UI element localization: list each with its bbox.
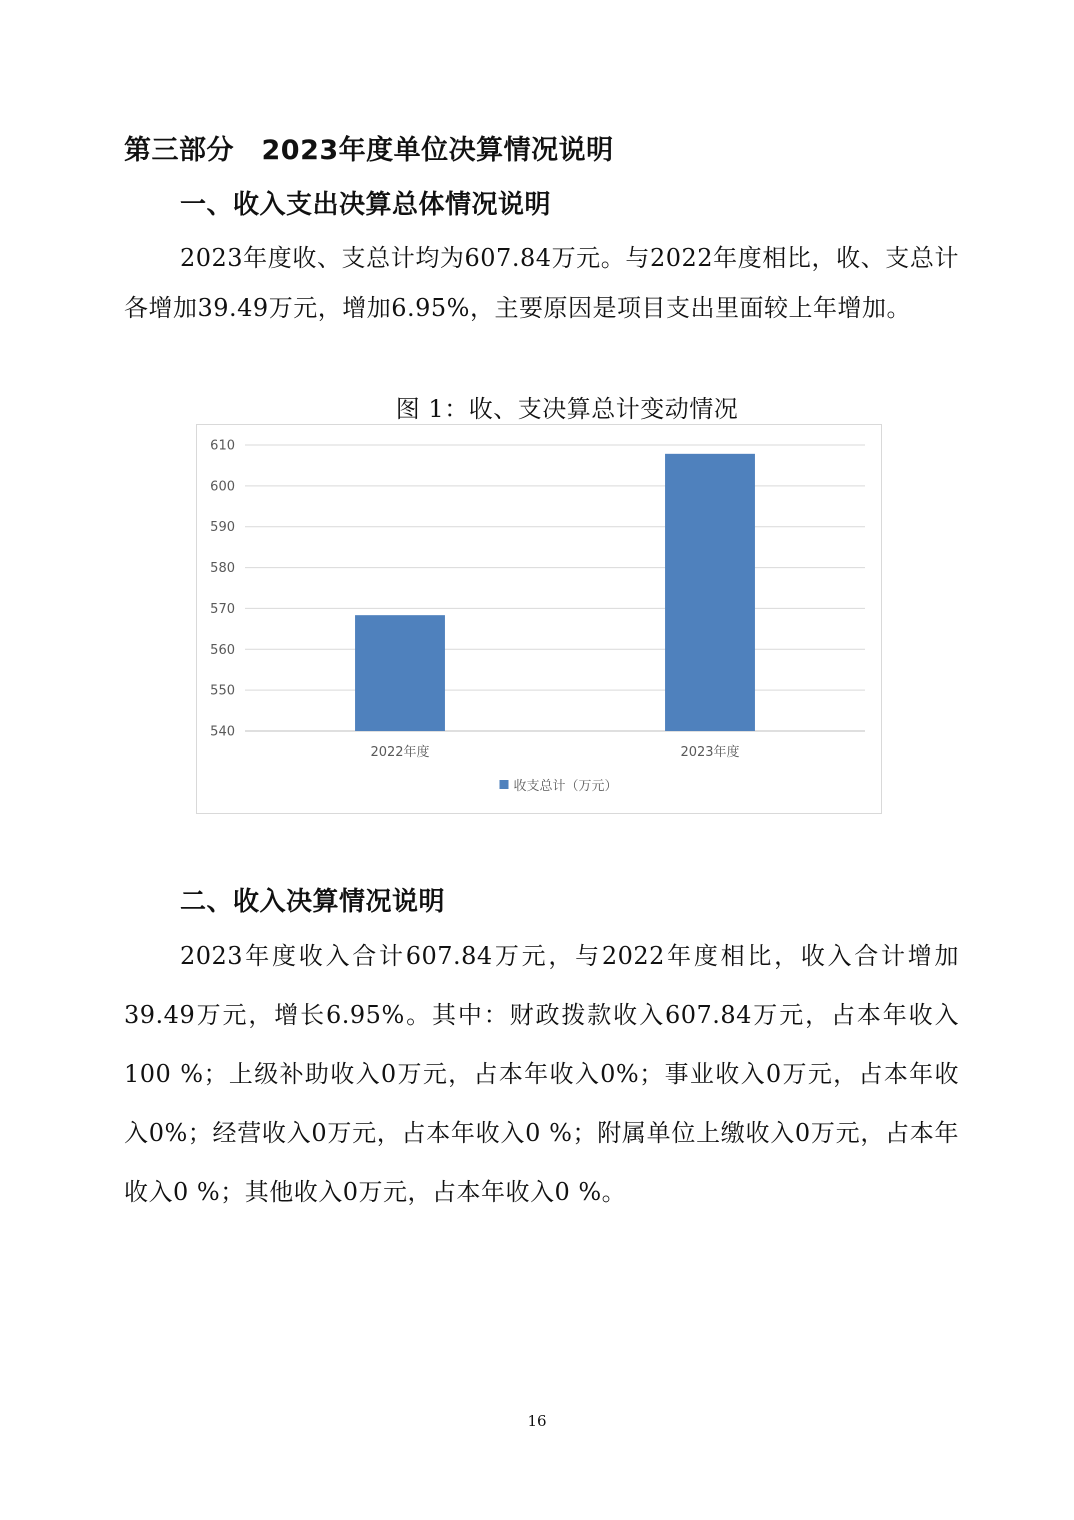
y-tick-label: 540 <box>210 724 235 740</box>
section-2-paragraph: 2023年度收入合计607.84万元，与2022年度相比，收入合计增加39.49万元，增长6.95%。其中：财政拨款收入607.84万元，占本年收入100 %；上级补助收入0万元，占本年收入0%；事业收入0万元，占本年收入0%；经营收入0万元，占本年收入0 %；附属单位上缴收入0万元，占本年收入0 %；其他收入0万元，占本年收入0 %。 <box>124 942 959 1206</box>
section-1-title: 一、收入支出决算总体情况说明 <box>180 190 552 220</box>
section-2-title: 二、收入决算情况说明 <box>180 887 446 917</box>
x-tick-label: 2023年度 <box>680 745 740 760</box>
bar <box>355 615 445 731</box>
y-tick-label: 570 <box>210 601 235 617</box>
x-tick-label: 2022年度 <box>370 745 430 760</box>
page-number: 16 <box>527 1412 547 1430</box>
legend-swatch <box>500 780 509 789</box>
bar-chart <box>196 424 882 814</box>
section-1-paragraph: 2023年度收、支总计均为607.84万元。与2022年度相比，收、支总计各增加39.49万元，增加6.95%，主要原因是项目支出里面较上年增加。 <box>124 244 959 322</box>
y-tick-label: 600 <box>210 479 235 495</box>
y-tick-label: 560 <box>210 642 235 658</box>
y-tick-label: 610 <box>210 438 235 454</box>
bar <box>665 454 755 731</box>
figure-caption: 图 1：收、支决算总计变动情况 <box>395 395 739 423</box>
legend-label: 收支总计（万元） <box>513 779 618 794</box>
y-tick-label: 550 <box>210 683 235 699</box>
y-tick-label: 580 <box>210 561 235 577</box>
chart-svg <box>197 425 883 815</box>
y-tick-label: 590 <box>210 520 235 536</box>
part-title: 第三部分 2023年度单位决算情况说明 <box>124 135 614 166</box>
